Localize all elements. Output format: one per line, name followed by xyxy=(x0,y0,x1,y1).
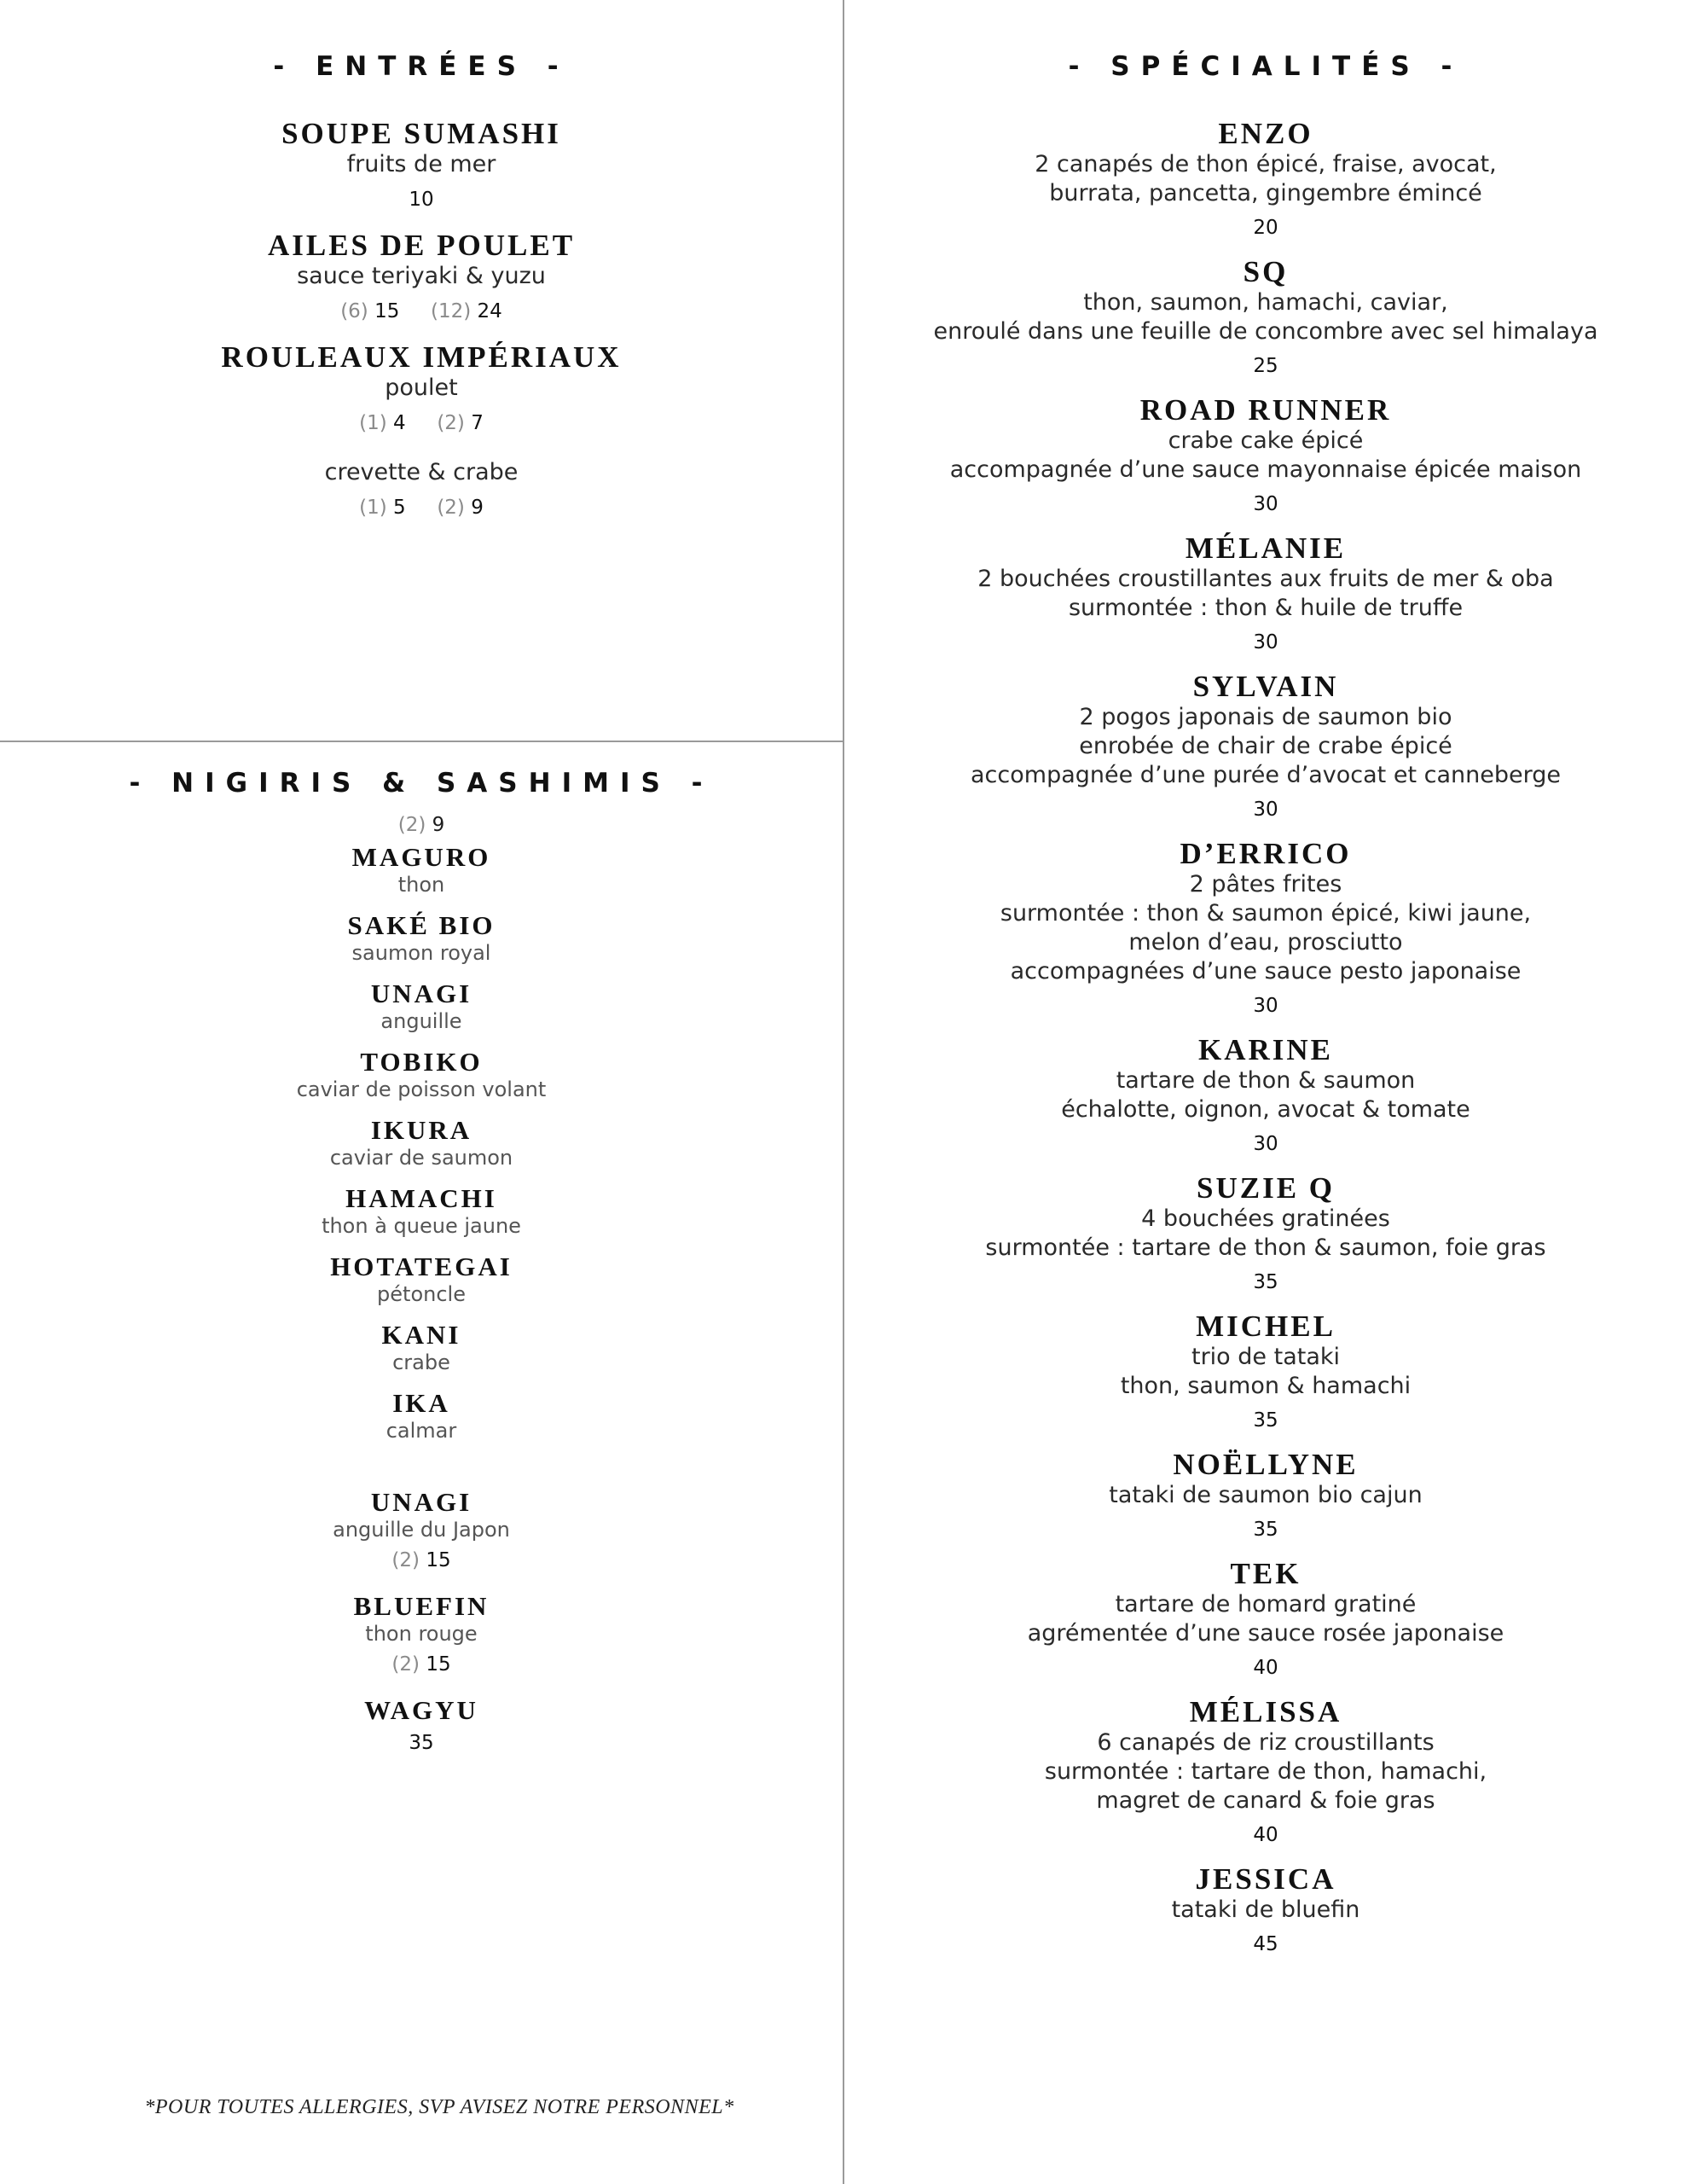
item-name: MAGURO xyxy=(351,842,491,872)
menu-item xyxy=(844,671,1687,822)
menu-item xyxy=(0,1321,843,1375)
menu-item xyxy=(844,256,1687,379)
nigiris-section xyxy=(0,768,843,1769)
item-description-line: thon, saumon & hamachi xyxy=(1120,1373,1412,1399)
menu-item xyxy=(0,911,843,966)
item-description: saumon royal xyxy=(351,941,491,965)
menu-item xyxy=(0,1592,843,1677)
item-description: caviar de poisson volant xyxy=(296,1077,547,1101)
menu-item xyxy=(844,1863,1687,1957)
item-name: MICHEL xyxy=(1196,1310,1336,1343)
item-description: thon xyxy=(397,873,445,897)
menu-item xyxy=(844,532,1687,655)
item-price: 35 xyxy=(1253,1271,1278,1293)
item-description-line: tartare de homard gratiné xyxy=(1115,1591,1417,1618)
item-description-line: échalotte, oignon, avocat & tomate xyxy=(1061,1096,1470,1123)
menu-item xyxy=(844,1558,1687,1681)
specialites-section xyxy=(844,51,1687,1972)
item-description: calmar xyxy=(386,1419,457,1443)
item-description-line: accompagnées d’une sauce pesto japonaise xyxy=(1010,958,1522,985)
menu-item xyxy=(0,1488,843,1573)
item-description-line: melon d’eau, prosciutto xyxy=(1128,929,1403,956)
item-description: pétoncle xyxy=(377,1282,466,1306)
item-price: 40 xyxy=(1253,1657,1278,1679)
item-description: crabe xyxy=(392,1350,450,1374)
item-name: MÉLANIE xyxy=(1185,531,1347,565)
item-quantity: (2) xyxy=(391,1549,420,1571)
item-price: 30 xyxy=(1253,799,1278,821)
item-price: 9 xyxy=(471,497,484,519)
item-price: 20 xyxy=(1253,217,1278,239)
item-quantity: (12) xyxy=(431,300,472,322)
item-price: 35 xyxy=(1253,1519,1278,1541)
item-name: ROULEAUX IMPÉRIAUX xyxy=(221,340,622,374)
item-name: KANI xyxy=(381,1320,461,1350)
section-divider xyxy=(0,741,843,742)
item-price: 15 xyxy=(426,1549,451,1571)
item-description: poulet xyxy=(385,375,458,401)
menu-item xyxy=(0,979,843,1034)
item-quantity: (1) xyxy=(359,412,387,434)
menu-item xyxy=(844,1310,1687,1433)
nigiris-title: - NIGIRIS & SASHIMIS - xyxy=(129,768,714,799)
item-price: 15 xyxy=(426,1653,451,1676)
item-name: KARINE xyxy=(1197,1033,1334,1066)
item-price: 30 xyxy=(1253,493,1278,515)
item-price: 24 xyxy=(477,300,502,322)
menu-item xyxy=(0,229,843,324)
menu-item xyxy=(0,341,843,436)
item-name: HOTATEGAI xyxy=(330,1252,513,1281)
item-name: TOBIKO xyxy=(360,1047,483,1077)
item-name: ROAD RUNNER xyxy=(1139,393,1392,427)
item-name: IKA xyxy=(392,1388,450,1418)
item-description-line: burrata, pancetta, gingembre émincé xyxy=(1049,180,1482,206)
item-quantity: (6) xyxy=(340,300,368,322)
entrees-section xyxy=(0,51,843,537)
item-price: 35 xyxy=(409,1732,434,1754)
item-description-line: 2 pâtes frites xyxy=(1189,871,1342,897)
item-description-line: accompagnée d’une purée d’avocat et canneberge xyxy=(971,762,1561,788)
item-description-line: enrobée de chair de crabe épicé xyxy=(1079,733,1452,759)
item-description: crevette & crabe xyxy=(324,459,519,485)
item-prices xyxy=(0,495,843,520)
item-name: NOËLLYNE xyxy=(1173,1448,1359,1481)
nigiris-price xyxy=(0,812,843,838)
item-price: 25 xyxy=(1253,355,1278,377)
item-description-line: crabe cake épicé xyxy=(1168,427,1364,454)
item-name: SAKÉ BIO xyxy=(347,910,496,940)
item-prices xyxy=(0,410,843,436)
item-name: UNAGI xyxy=(370,979,472,1008)
menu-item xyxy=(0,118,843,212)
item-description-line: surmontée : tartare de thon & saumon, foie gras xyxy=(985,1234,1546,1261)
item-price: 7 xyxy=(471,412,484,434)
item-description-line: thon, saumon, hamachi, caviar, xyxy=(1083,289,1448,316)
item-price: 10 xyxy=(409,189,434,211)
item-description: anguille du Japon xyxy=(333,1518,510,1542)
item-description-line: accompagnée d’une sauce mayonnaise épicée maison xyxy=(949,456,1582,483)
menu-item xyxy=(844,1172,1687,1295)
allergy-note: *POUR TOUTES ALLERGIES, SVP AVISEZ NOTRE PERSONNEL* xyxy=(144,2096,734,2118)
menu-item xyxy=(844,118,1687,241)
menu-item xyxy=(0,1389,843,1443)
item-name: JESSICA xyxy=(1195,1862,1336,1896)
item-price: 30 xyxy=(1253,631,1278,653)
item-description-line: tataki de saumon bio cajun xyxy=(1109,1482,1423,1508)
item-quantity: (2) xyxy=(437,497,465,519)
item-description: sauce teriyaki & yuzu xyxy=(297,263,546,289)
item-description: thon à queue jaune xyxy=(322,1214,521,1238)
menu-item xyxy=(844,1696,1687,1848)
item-name: ENZO xyxy=(1218,117,1313,150)
item-description: thon rouge xyxy=(365,1622,478,1646)
item-name: TEK xyxy=(1230,1557,1301,1590)
item-price: 30 xyxy=(1253,1133,1278,1155)
specialites-list xyxy=(844,118,1687,1957)
item-quantity: (2) xyxy=(437,412,465,434)
item-price: 15 xyxy=(374,300,400,322)
menu-item xyxy=(0,1696,843,1756)
menu-item xyxy=(0,1252,843,1307)
item-description-line: 4 bouchées gratinées xyxy=(1141,1205,1390,1232)
item-price: 45 xyxy=(1253,1933,1278,1955)
item-description-line: 2 canapés de thon épicé, fraise, avocat, xyxy=(1035,151,1497,177)
item-name: D’ERRICO xyxy=(1180,837,1352,870)
item-quantity: (2) xyxy=(397,814,426,836)
item-price: 5 xyxy=(393,497,406,519)
menu-item xyxy=(0,1116,843,1170)
item-description-line: agrémentée d’une sauce rosée japonaise xyxy=(1027,1620,1504,1647)
menu-item-variant xyxy=(0,458,843,520)
menu-item xyxy=(844,1034,1687,1157)
menu-item xyxy=(844,838,1687,1019)
item-description-line: 6 canapés de riz croustillants xyxy=(1097,1729,1435,1756)
item-description: fruits de mer xyxy=(346,151,496,177)
item-price: 9 xyxy=(432,814,445,836)
item-description: anguille xyxy=(380,1009,462,1033)
item-quantity: (2) xyxy=(391,1653,420,1676)
item-description-line: tartare de thon & saumon xyxy=(1116,1067,1416,1094)
item-description-line: enroulé dans une feuille de concombre avec sel himalaya xyxy=(933,318,1598,345)
specialites-title: - SPÉCIALITÉS - xyxy=(1068,51,1464,82)
item-description-line: 2 pogos japonais de saumon bio xyxy=(1079,704,1452,730)
item-price: 4 xyxy=(393,412,406,434)
item-price: 40 xyxy=(1253,1824,1278,1846)
menu-item xyxy=(0,843,843,897)
item-prices xyxy=(0,1652,843,1677)
item-name: AILES DE POULET xyxy=(267,229,576,262)
entrees-title: - ENTRÉES - xyxy=(273,51,570,82)
item-name: IKURA xyxy=(370,1115,472,1145)
menu-item xyxy=(844,394,1687,517)
item-prices xyxy=(0,299,843,324)
item-description-line: 2 bouchées croustillantes aux fruits de mer & oba xyxy=(977,566,1554,592)
item-price: 30 xyxy=(1253,995,1278,1017)
item-name: HAMACHI xyxy=(345,1183,497,1213)
item-quantity: (1) xyxy=(359,497,387,519)
item-description-line: surmontée : tartare de thon, hamachi, xyxy=(1044,1758,1487,1785)
item-name: SYLVAIN xyxy=(1192,670,1339,703)
item-name: WAGYU xyxy=(364,1695,478,1725)
item-name: BLUEFIN xyxy=(353,1591,490,1621)
item-description-line: magret de canard & foie gras xyxy=(1096,1787,1435,1814)
item-description-line: tataki de bluefin xyxy=(1171,1896,1360,1923)
item-description-line: trio de tataki xyxy=(1191,1344,1341,1370)
menu-item xyxy=(0,1184,843,1239)
item-description: caviar de saumon xyxy=(329,1146,513,1170)
item-description-line: surmontée : thon & saumon épicé, kiwi jaune, xyxy=(1000,900,1532,926)
item-name: UNAGI xyxy=(370,1487,472,1517)
item-prices xyxy=(0,1548,843,1573)
item-name: SUZIE Q xyxy=(1196,1171,1336,1205)
item-name: MÉLISSA xyxy=(1189,1695,1342,1728)
item-name: SOUPE SUMASHI xyxy=(281,117,561,150)
menu-item xyxy=(0,1048,843,1102)
item-price: 35 xyxy=(1253,1409,1278,1432)
item-description-line: surmontée : thon & huile de truffe xyxy=(1068,595,1464,621)
item-name: SQ xyxy=(1243,255,1289,288)
menu-item xyxy=(844,1449,1687,1542)
